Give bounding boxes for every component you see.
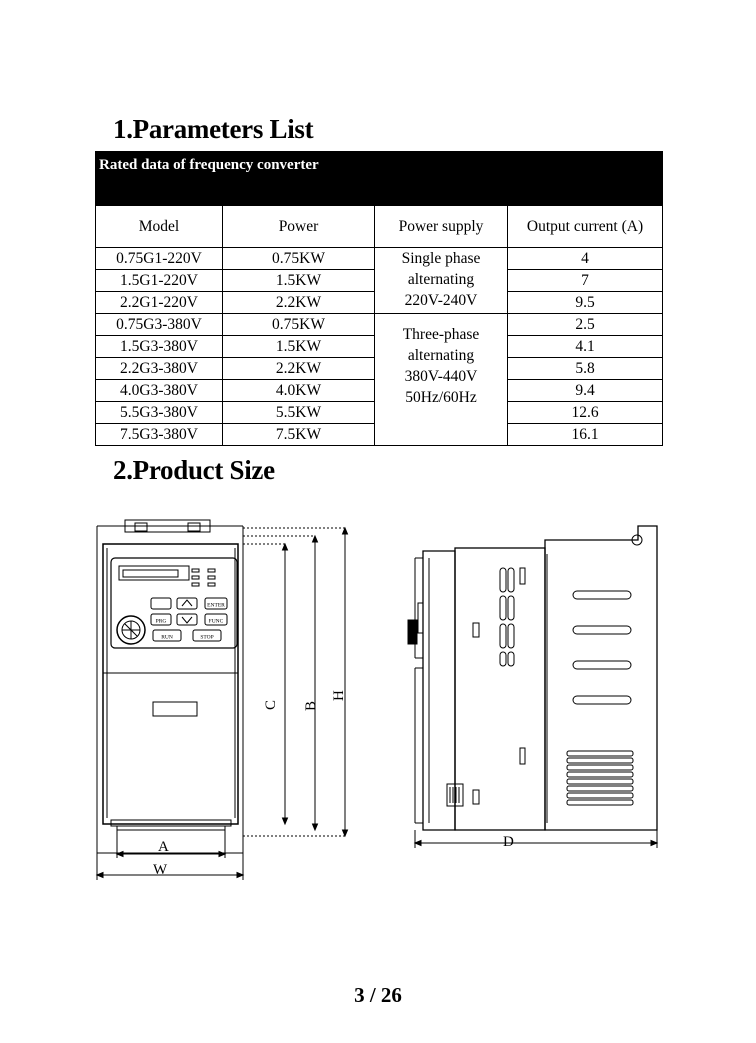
cell-model: 1.5G1-220V <box>96 270 223 292</box>
supply-line: 50Hz/60Hz <box>405 389 477 406</box>
supply-line: alternating <box>407 347 475 364</box>
supply-line: Single phase <box>401 250 481 267</box>
header-output-current: Output current (A) <box>508 206 663 248</box>
supply-line: 220V-240V <box>404 292 478 309</box>
section-title-product-size: 2.Product Size <box>113 455 275 485</box>
dim-d-label: D <box>503 834 514 850</box>
product-size-drawing <box>95 518 665 883</box>
cell-current: 2.5 <box>508 314 663 336</box>
cell-power: 1.5KW <box>223 336 375 358</box>
table-row <box>96 314 663 336</box>
table-row <box>96 248 663 270</box>
cell-model: 7.5G3-380V <box>96 424 223 446</box>
cell-current: 16.1 <box>508 424 663 446</box>
cell-model: 5.5G3-380V <box>96 402 223 424</box>
dim-b-label: B <box>303 700 319 711</box>
cell-current: 4 <box>508 248 663 270</box>
front-view <box>97 520 348 880</box>
key-run-label: RUN <box>161 634 173 641</box>
supply-line: Three-phase <box>402 326 480 343</box>
dim-a-label: A <box>158 839 169 855</box>
cell-current: 7 <box>508 270 663 292</box>
cell-power: 4.0KW <box>223 380 375 402</box>
cell-model: 2.2G1-220V <box>96 292 223 314</box>
cell-model: 2.2G3-380V <box>96 358 223 380</box>
cell-power: 1.5KW <box>223 270 375 292</box>
side-knob-icon <box>408 620 417 644</box>
page-number: 3 / 26 <box>354 983 402 1007</box>
key-stop-label: STOP <box>200 634 214 641</box>
dim-h-label: H <box>331 690 347 701</box>
cell-model: 1.5G3-380V <box>96 336 223 358</box>
cell-power: 0.75KW <box>223 314 375 336</box>
cell-power: 2.2KW <box>223 358 375 380</box>
cell-current: 4.1 <box>508 336 663 358</box>
table-header-row <box>96 206 663 248</box>
key-prg-label: PRG <box>155 618 167 625</box>
cell-model: 0.75G1-220V <box>96 248 223 270</box>
vent-slots-icon <box>500 568 525 764</box>
cell-power: 7.5KW <box>223 424 375 446</box>
dim-w-label: W <box>153 862 168 878</box>
header-power: Power <box>223 206 375 248</box>
key-func-label: FUNC <box>208 618 224 625</box>
cell-power: 2.2KW <box>223 292 375 314</box>
supply-line: 380V-440V <box>404 368 478 385</box>
table-banner: Rated data of frequency converter <box>96 152 663 206</box>
header-model: Model <box>96 206 223 248</box>
cell-supply-single-phase <box>375 248 508 314</box>
cell-current: 5.8 <box>508 358 663 380</box>
cell-current: 9.5 <box>508 292 663 314</box>
dim-c-label: C <box>263 699 279 710</box>
heatsink-slots-icon <box>567 591 633 805</box>
cell-power: 5.5KW <box>223 402 375 424</box>
parameters-table <box>95 151 663 446</box>
cell-model: 4.0G3-380V <box>96 380 223 402</box>
potentiometer-knob-icon <box>117 616 145 644</box>
cell-supply-three-phase <box>375 314 508 446</box>
cell-current: 9.4 <box>508 380 663 402</box>
supply-line: alternating <box>407 271 475 288</box>
cell-current: 12.6 <box>508 402 663 424</box>
key-enter-label: ENTER <box>207 602 225 609</box>
cell-model: 0.75G3-380V <box>96 314 223 336</box>
cell-power: 0.75KW <box>223 248 375 270</box>
header-power-supply: Power supply <box>375 206 508 248</box>
section-title-parameters: 1.Parameters List <box>113 114 314 144</box>
indicator-leds-icon <box>192 569 215 586</box>
side-view <box>408 526 657 850</box>
